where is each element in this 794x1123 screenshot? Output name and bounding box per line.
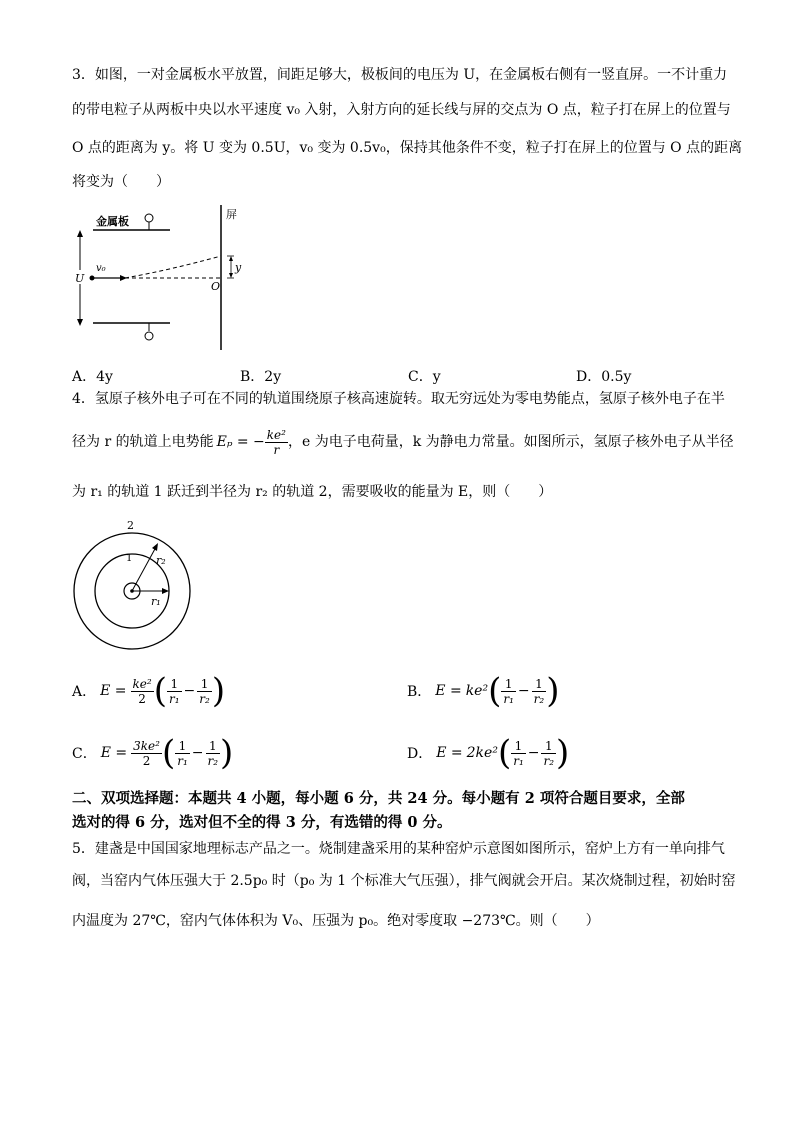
screen-label: 屏 xyxy=(226,208,237,221)
q4-option-b xyxy=(407,668,559,714)
frac-a-den: r₁ xyxy=(503,691,514,706)
left-paren: ( xyxy=(161,733,176,773)
frac-a-num: 1 xyxy=(511,739,526,754)
q5-line-1: 5．建盏是中国国家地理标志产品之一。烧制建盏采用的某种窑炉示意图如图所示，窑炉上方有一单向排气 xyxy=(72,841,725,857)
ep-numerator: ke² xyxy=(266,427,286,442)
bottom-terminal xyxy=(145,332,153,340)
q3-option-d: D．0.5y xyxy=(576,369,632,385)
section2-heading-line-1: 二、双项选择题：本题共 4 小题，每小题 6 分，共 24 分。每小题有 2 项符合题目要求，全部 xyxy=(72,790,685,807)
frac-a xyxy=(167,677,182,706)
option-lhs: E = xyxy=(435,683,462,699)
option-letter: C． xyxy=(72,746,97,762)
frac-b-den: r₂ xyxy=(207,753,219,768)
u-label: U xyxy=(75,272,85,285)
option-prefactor: 2ke² xyxy=(466,745,498,761)
frac-b-num: 1 xyxy=(206,739,221,754)
q5-line-3: 内温度为 27℃，窑内气体体积为 V₀、压强为 p₀。绝对零度取 −273℃。则（ ） xyxy=(72,913,600,929)
q4-line-2 xyxy=(72,420,734,464)
q3-line-3: O 点的距离为 y。将 U 变为 0.5U，v₀ 变为 0.5v₀，保持其他条件不变，粒子打在屏上的位置与 O 点的距离 xyxy=(72,140,743,156)
trajectory-line xyxy=(125,256,221,278)
o-label: O xyxy=(211,280,221,293)
frac-a-den: r₁ xyxy=(177,753,188,768)
frac-a-num: 1 xyxy=(175,739,190,754)
option-letter: D． xyxy=(407,746,433,762)
r1-label: r₁ xyxy=(151,595,161,608)
q3-option-a: A．4y xyxy=(72,369,113,385)
right-paren: ) xyxy=(211,671,226,711)
q3-line-4: 将变为（ ） xyxy=(72,174,170,190)
orbit-label-2: 2 xyxy=(127,519,134,532)
plate-label: 金属板 xyxy=(96,215,129,228)
option-lhs: E = xyxy=(100,745,128,761)
frac-a-num: 1 xyxy=(167,677,182,692)
frac-b-den: r₂ xyxy=(543,753,555,768)
section2-heading-line-2: 选对的得 6 分，选对但不全的得 3 分，有选错的得 0 分。 xyxy=(72,814,452,831)
q4-line-3: 为 r₁ 的轨道 1 跃迁到半径为 r₂ 的轨道 2，需要吸收的能量为 E，则（ ） xyxy=(72,484,553,500)
ep-denominator: r xyxy=(273,442,280,457)
v0-label: v₀ xyxy=(96,263,106,274)
frac-b-num: 1 xyxy=(197,677,212,692)
q3-option-c: C．y xyxy=(408,369,441,385)
frac-b-den: r₂ xyxy=(199,691,210,706)
y-label: y xyxy=(235,261,242,274)
frac-a-den: r₁ xyxy=(513,753,524,768)
coef-numerator: ke² xyxy=(132,676,152,691)
coef-numerator: 3ke² xyxy=(133,738,160,753)
coef-denominator: 2 xyxy=(138,691,146,706)
option-letter: A． xyxy=(72,684,97,700)
q5-line-2: 阀，当窑内气体压强大于 2.5p₀ 时（p₀ 为 1 个标准大气压强），排气阀就会开启。某次烧制过程，初始时窑 xyxy=(72,873,736,889)
q3-line-2: 的带电粒子从两板中央以水平速度 v₀ 入射，入射方向的延长线与屏的交点为 O 点，粒子打在屏上的位置与 xyxy=(72,102,731,118)
option-prefactor: ke² xyxy=(465,683,489,699)
option-letter: B． xyxy=(407,684,432,700)
coef-fraction xyxy=(131,677,154,706)
frac-b xyxy=(541,739,556,768)
minus-sign: − xyxy=(517,683,530,699)
r2-label: r₂ xyxy=(156,554,166,567)
frac-b-den: r₂ xyxy=(533,691,545,706)
orbit-figure xyxy=(70,518,198,652)
frac-a xyxy=(511,739,526,768)
coef-denominator: 2 xyxy=(142,753,151,768)
frac-a-den: r₁ xyxy=(168,691,180,706)
top-terminal xyxy=(145,214,153,222)
frac-b xyxy=(532,677,547,706)
frac-b xyxy=(197,677,212,706)
frac-b-num: 1 xyxy=(532,677,547,692)
orbit-label-1: 1 xyxy=(126,553,133,564)
left-paren: ( xyxy=(153,671,167,711)
left-paren: ( xyxy=(497,733,512,773)
right-paren: ) xyxy=(546,671,560,711)
q4-option-d xyxy=(407,730,569,776)
q3-line-1: 3．如图，一对金属板水平放置，间距足够大，极板间的电压为 U，在金属板右侧有一竖直屏。一不计重力 xyxy=(72,67,728,83)
q4-option-c xyxy=(72,730,233,776)
minus-sign: − xyxy=(191,745,204,761)
ep-lhs: Eₚ = − xyxy=(216,434,265,450)
q4-option-a xyxy=(72,668,225,714)
frac-b xyxy=(206,739,221,768)
frac-a xyxy=(175,739,190,768)
option-lhs: E = xyxy=(436,745,463,761)
frac-a-num: 1 xyxy=(501,677,516,692)
right-paren: ) xyxy=(220,733,234,773)
ep-fraction xyxy=(265,428,288,457)
q4-line-2-post: ，e 为电子电荷量，k 为静电力常量。如图所示，氢原子核外电子从半径 xyxy=(287,434,734,450)
frac-b-num: 1 xyxy=(541,739,556,754)
coef-fraction xyxy=(131,739,162,768)
minus-sign: − xyxy=(527,745,540,761)
frac-a xyxy=(501,677,516,706)
q4-line-1: 4．氢原子核外电子可在不同的轨道围绕原子核高速旋转。取无穷远处为零电势能点，氢原子核外电子在半 xyxy=(72,391,725,407)
minus-sign: − xyxy=(183,683,196,699)
left-paren: ( xyxy=(488,671,502,711)
right-paren: ) xyxy=(556,733,570,773)
q4-line-2-pre: 径为 r 的轨道上电势能 xyxy=(72,434,214,450)
option-lhs: E = xyxy=(100,683,127,699)
capacitor-figure xyxy=(70,200,250,355)
q3-option-b: B．2y xyxy=(240,369,282,385)
